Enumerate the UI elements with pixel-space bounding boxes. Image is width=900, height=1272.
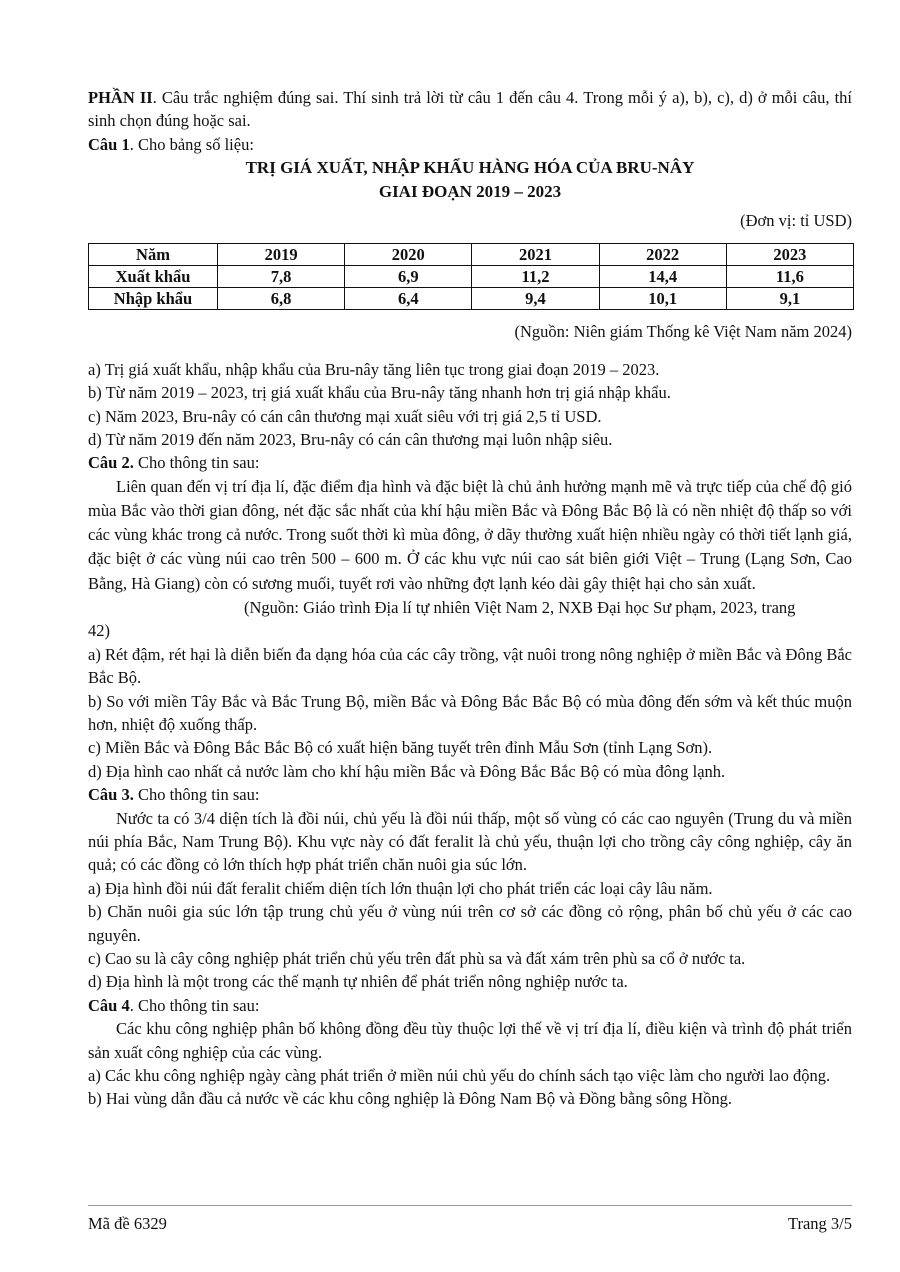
table-source: (Nguồn: Niên giám Thống kê Việt Nam năm 2024) [514, 322, 852, 342]
table-cell: 11,2 [472, 266, 599, 288]
q2-heading: Câu 2. Cho thông tin sau: [88, 453, 260, 473]
q4-option-a: a) Các khu công nghiệp ngày càng phát triển ở miền núi chủ yếu do chính sách tạo việc làm cho người lao động. [88, 1066, 831, 1086]
q2-option-a: a) Rét đậm, rét hại là diễn biến đa dạng hóa của các cây trồng, vật nuôi trong nông nghiệp ở miền Bắc và Đông Bắc Bắc Bộ. [88, 644, 852, 688]
exam-page [88, 86, 852, 1111]
table-cell: 6,4 [345, 288, 472, 310]
q4-passage: Các khu công nghiệp phân bố không đồng đều tùy thuộc lợi thế về vị trí địa lí, điều kiện và trình độ phát triển sản xuất công nghiệp của các vùng. [88, 1019, 852, 1062]
q1-label: Câu 1 [88, 134, 130, 154]
q2-label: Câu 2. [88, 453, 134, 473]
q3-heading: Câu 3. Cho thông tin sau: [88, 785, 260, 805]
table-cell: 7,8 [218, 266, 345, 288]
q2-option-d: d) Địa hình cao nhất cả nước làm cho khí hậu miền Bắc và Đông Bắc Bắc Bộ có mùa đông lạnh. [88, 761, 726, 781]
table-cell: Nhập khẩu [89, 288, 218, 310]
table-row [89, 266, 854, 288]
footer-divider [88, 1205, 852, 1206]
q4-option-b: b) Hai vùng dẫn đầu cả nước về các khu công nghiệp là Đông Nam Bộ và Đồng bằng sông Hồng. [88, 1089, 733, 1109]
q2-option-c: c) Miền Bắc và Đông Bắc Bắc Bộ có xuất hiện băng tuyết trên đỉnh Mẫu Sơn (tỉnh Lạng Sơn). [88, 738, 713, 758]
q3-option-a: a) Địa hình đồi núi đất feralit chiếm diện tích lớn thuận lợi cho phát triển các loại cây lâu năm. [88, 878, 713, 898]
table-cell: 6,8 [218, 288, 345, 310]
table-header-cell: Năm [89, 244, 218, 266]
table-cell: 6,9 [345, 266, 472, 288]
q2-source: (Nguồn: Giáo trình Địa lí tự nhiên Việt Nam 2, NXB Đại học Sư phạm, 2023, trang [244, 597, 796, 617]
table-header-row [89, 244, 854, 266]
table-unit: (Đơn vị: tỉ USD) [740, 211, 852, 231]
q3-option-d: d) Địa hình là một trong các thế mạnh tự nhiên để phát triển nông nghiệp nước ta. [88, 972, 628, 992]
part-instruction: PHẦN II. Câu trắc nghiệm đúng sai. Thí sinh trả lời từ câu 1 đến câu 4. Trong mỗi ý a), b), c), d) ở mỗi câu, thí sinh chọn đúng hoặc sai. [88, 88, 852, 131]
q3-passage: Nước ta có 3/4 diện tích là đồi núi, chủ yếu là đồi núi thấp, một số vùng có các cao nguyên (Trung du và miền núi phía Bắc, Nam Trung Bộ). Khu vực này có đất feralit là chủ yếu, thuận lợi cho trồng cây công nghiệp, cây ăn quả; có các đồng cỏ lớn thích hợp phát triển chăn nuôi gia súc lớn. [88, 808, 852, 875]
q1-option-b: b) Từ năm 2019 – 2023, trị giá xuất khẩu của Bru-nây tăng nhanh hơn trị giá nhập khẩu. [88, 383, 671, 403]
table-header-cell: 2023 [726, 244, 853, 266]
q2-passage: Liên quan đến vị trí địa lí, đặc điểm địa hình và đặc biệt là chủ ảnh hưởng mạnh mẽ và trực tiếp của chế độ gió mùa Bắc vào thời gian đông, nét đặc sắc nhất của khí hậu miền Bắc và Đông Bắc Bộ là có nền nhiệt độ thấp so với các vùng khác trong cả nước. Trong suốt thời kì mùa đông, ở dãy thường xuất hiện nhiều ngày có thời tiết lạnh giá, đặc biệt ở các vùng núi cao trên 500 – 600 m. Ở các khu vực núi cao sát biên giới Việt – Trung (Lạng Sơn, Cao Bằng, Hà Giang) còn có sương muối, tuyết rơi vào những đợt lạnh kéo dài gây thiệt hại cho sản xuất. [88, 476, 852, 593]
q1-option-d: d) Từ năm 2019 đến năm 2023, Bru-nây có cán cân thương mại luôn nhập siêu. [88, 430, 613, 450]
table-cell: 11,6 [726, 266, 853, 288]
page-number: Trang 3/5 [787, 1214, 852, 1233]
q4-label: Câu 4 [88, 995, 130, 1015]
q4-heading: Câu 4. Cho thông tin sau: [88, 995, 260, 1015]
exam-code: Mã đề 6329 [88, 1214, 167, 1233]
q2-option-b: b) So với miền Tây Bắc và Bắc Trung Bộ, miền Bắc và Đông Bắc Bắc Bộ có mùa đông đến sớm và kết thúc muộn hơn, nhiệt độ xuống thấp. [88, 691, 852, 734]
table-header-cell: 2021 [472, 244, 599, 266]
data-table [88, 243, 854, 310]
table-cell: 9,1 [726, 288, 853, 310]
table-header-cell: 2020 [345, 244, 472, 266]
q1-option-a: a) Trị giá xuất khẩu, nhập khẩu của Bru-nây tăng liên tục trong giai đoạn 2019 – 2023. [88, 359, 660, 379]
q3-option-c: c) Cao su là cây công nghiệp phát triển chủ yếu trên đất phù sa và đất xám trên phù sa cổ ở nước ta. [88, 948, 746, 968]
table-header-cell: 2022 [599, 244, 726, 266]
table-header-cell: 2019 [218, 244, 345, 266]
q2-source-cont: 42) [88, 621, 110, 641]
q3-option-b: b) Chăn nuôi gia súc lớn tập trung chủ yếu ở vùng núi trên cơ sở các đồng cỏ rộng, phân bố chủ yếu ở các cao nguyên. [88, 902, 852, 945]
part-label: PHẦN II [88, 88, 153, 107]
table-row [89, 288, 854, 310]
table-title-line2: GIAI ĐOẠN 2019 – 2023 [378, 181, 562, 201]
table-cell: 10,1 [599, 288, 726, 310]
q1-heading: Câu 1. Cho bảng số liệu: [88, 134, 254, 154]
table-cell: 9,4 [472, 288, 599, 310]
table-cell: Xuất khẩu [89, 266, 218, 288]
table-cell: 14,4 [599, 266, 726, 288]
q1-option-c: c) Năm 2023, Bru-nây có cán cân thương mại xuất siêu với trị giá 2,5 tỉ USD. [88, 406, 602, 426]
q3-label: Câu 3. [88, 785, 134, 805]
table-title-line1: TRỊ GIÁ XUẤT, NHẬP KHẨU HÀNG HÓA CỦA BRU-NÂY [245, 158, 695, 178]
page-footer [88, 1212, 852, 1235]
